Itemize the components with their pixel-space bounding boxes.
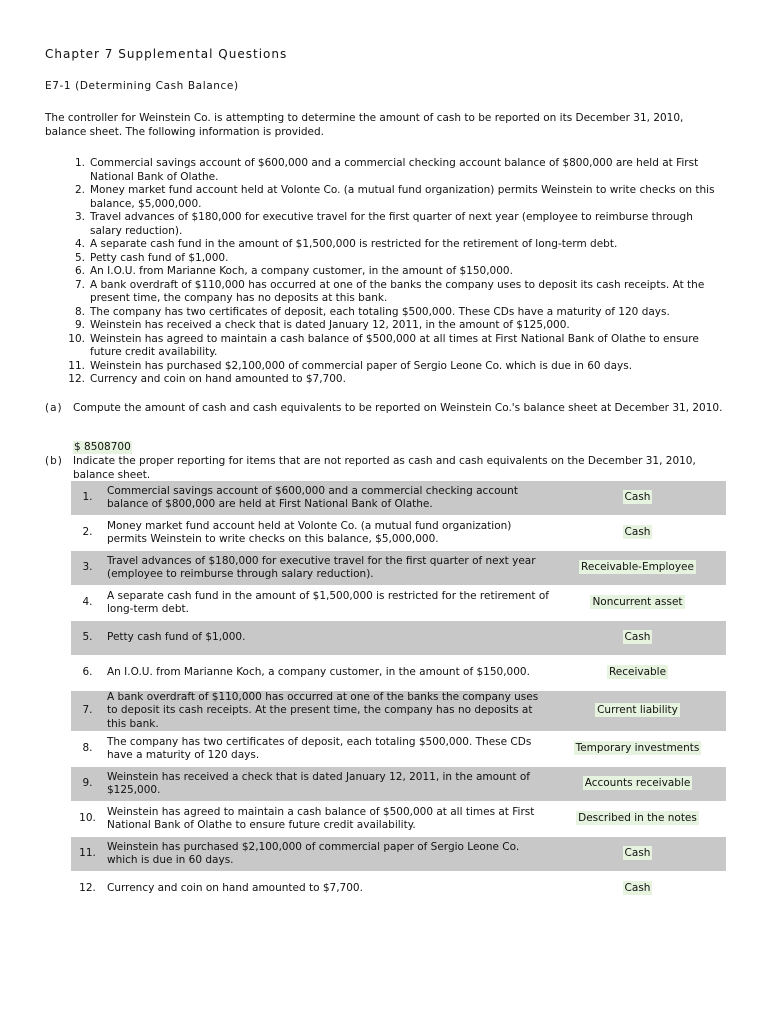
row-answer-cell xyxy=(549,742,726,756)
item-number: 1. xyxy=(74,157,85,169)
row-answer-field[interactable]: Receivable-Employee xyxy=(581,561,694,574)
row-number: 6. xyxy=(82,666,93,679)
row-answer-cell xyxy=(549,777,726,791)
list-item xyxy=(45,252,725,266)
list-item xyxy=(45,279,725,306)
row-answer-cell xyxy=(549,882,726,896)
table-row xyxy=(71,656,726,691)
row-number: 12. xyxy=(79,882,96,895)
table-row xyxy=(71,586,726,621)
row-answer-field[interactable]: Cash xyxy=(624,882,651,895)
row-description: Commercial savings account of $600,000 and a commercial checking account balance of $800,000 are held at First National Bank of Olathe. xyxy=(107,484,518,510)
classification-table xyxy=(71,481,726,907)
row-answer-field[interactable]: Described in the notes xyxy=(578,812,697,825)
table-row xyxy=(71,872,726,907)
row-description: The company has two certificates of deposit, each totaling $500,000. These CDs have a maturity of 120 days. xyxy=(107,735,532,761)
part-b-label: (b) xyxy=(45,455,63,467)
row-answer-cell xyxy=(549,561,726,575)
row-answer-cell xyxy=(549,526,726,540)
row-number: 4. xyxy=(82,596,93,609)
list-item xyxy=(45,238,725,252)
table-row xyxy=(71,837,726,872)
row-answer-cell xyxy=(549,631,726,645)
item-number: 8. xyxy=(74,305,85,318)
exercise-title: E7-1 (Determining Cash Balance) xyxy=(45,80,239,92)
row-description: Currency and coin on hand amounted to $7,700. xyxy=(107,882,363,895)
list-item xyxy=(45,333,725,360)
item-number: 12. xyxy=(68,373,85,385)
item-number: 7. xyxy=(74,278,85,291)
list-item xyxy=(45,157,725,184)
item-text: A bank overdraft of $110,000 has occurred at one of the banks the company uses to deposit its cash receipts. At the present time, the company has no deposits at this bank. xyxy=(90,278,705,304)
row-answer-field[interactable]: Receivable xyxy=(608,666,667,679)
row-answer-cell xyxy=(549,666,726,680)
item-text: Money market fund account held at Volonte Co. (a mutual fund organization) permits Weinstein to write checks on this balance, $5,000,000. xyxy=(90,184,715,210)
list-item xyxy=(45,360,725,374)
list-item xyxy=(45,211,725,238)
row-description: A bank overdraft of $110,000 has occurred at one of the banks the company uses to deposit its cash receipts. At the present time, the company has no deposits at this bank. xyxy=(107,690,539,730)
item-text: A separate cash fund in the amount of $1,500,000 is restricted for the retirement of long-term debt. xyxy=(90,238,618,250)
intro-paragraph: The controller for Weinstein Co. is attempting to determine the amount of cash to be reported on its December 31, 2010, balance sheet. The following information is provided. xyxy=(45,112,684,138)
item-number: 11. xyxy=(68,359,85,372)
row-description: Petty cash fund of $1,000. xyxy=(107,631,246,644)
row-answer-field[interactable]: Cash xyxy=(624,526,651,539)
row-answer-field[interactable]: Noncurrent asset xyxy=(592,596,683,609)
table-row xyxy=(71,621,726,656)
part-a-label: (a) xyxy=(45,402,63,414)
row-description: Weinstein has received a check that is dated January 12, 2011, in the amount of $125,000. xyxy=(107,770,530,796)
item-text: Travel advances of $180,000 for executive travel for the first quarter of next year (employee to reimburse through salary reduction). xyxy=(90,211,693,237)
list-item xyxy=(45,265,725,279)
row-answer-field[interactable]: Current liability xyxy=(597,704,678,717)
item-number: 5. xyxy=(74,251,85,264)
row-number: 11. xyxy=(79,847,96,860)
list-item xyxy=(45,319,725,333)
row-number: 3. xyxy=(82,561,93,574)
table-row xyxy=(71,691,726,732)
row-answer-cell xyxy=(549,491,726,505)
row-answer-cell xyxy=(549,596,726,610)
table-row xyxy=(71,802,726,837)
row-number: 5. xyxy=(82,631,93,644)
item-number: 10. xyxy=(68,332,85,345)
table-row xyxy=(71,481,726,516)
row-answer-field[interactable]: Cash xyxy=(624,491,651,504)
table-row xyxy=(71,732,726,767)
row-number: 7. xyxy=(82,704,93,717)
part-b-question xyxy=(45,455,725,482)
item-number: 4. xyxy=(74,238,85,250)
item-text: An I.O.U. from Marianne Koch, a company customer, in the amount of $150,000. xyxy=(90,265,513,277)
item-text: Weinstein has agreed to maintain a cash balance of $500,000 at all times at First National Bank of Olathe to ensure future credit availability. xyxy=(90,332,699,358)
row-number: 1. xyxy=(82,491,93,504)
part-a-question xyxy=(45,402,725,416)
row-answer-field[interactable]: Cash xyxy=(624,631,651,644)
information-list xyxy=(45,157,725,387)
list-item xyxy=(45,306,725,320)
item-text: Weinstein has purchased $2,100,000 of commercial paper of Sergio Leone Co. which is due in 60 days. xyxy=(90,359,633,372)
item-text: Weinstein has received a check that is dated January 12, 2011, in the amount of $125,000. xyxy=(90,319,570,331)
table-row xyxy=(71,551,726,586)
row-description: Weinstein has purchased $2,100,000 of commercial paper of Sergio Leone Co. which is due in 60 days. xyxy=(107,840,520,866)
part-b-text: Indicate the proper reporting for items that are not reported as cash and cash equivalents on the December 31, 2010, balance sheet. xyxy=(73,455,696,481)
row-description: Weinstein has agreed to maintain a cash balance of $500,000 at all times at First National Bank of Olathe to ensure future credit availability. xyxy=(107,805,535,831)
row-description: Money market fund account held at Volonte Co. (a mutual fund organization) permits Weinstein to write checks on this balance, $5,000,000. xyxy=(107,519,512,545)
item-text: Commercial savings account of $600,000 and a commercial checking account balance of $800,000 are held at First National Bank of Olathe. xyxy=(90,157,699,183)
row-answer-cell xyxy=(549,704,726,718)
row-answer-field[interactable]: Temporary investments xyxy=(575,742,700,755)
answer-a-field[interactable]: $ 8508700 xyxy=(74,441,131,453)
item-number: 6. xyxy=(74,265,85,277)
item-number: 9. xyxy=(74,319,85,331)
part-a-text: Compute the amount of cash and cash equivalents to be reported on Weinstein Co.'s balance sheet at December 31, 2010. xyxy=(73,402,723,414)
row-answer-field[interactable]: Accounts receivable xyxy=(584,777,691,790)
item-text: The company has two certificates of deposit, each totaling $500,000. These CDs have a maturity of 120 days. xyxy=(90,305,670,318)
row-number: 2. xyxy=(82,526,93,539)
item-number: 2. xyxy=(74,184,85,196)
list-item xyxy=(45,373,725,387)
row-number: 9. xyxy=(82,777,93,790)
row-answer-field[interactable]: Cash xyxy=(624,847,651,860)
row-answer-cell xyxy=(549,847,726,861)
row-number: 10. xyxy=(79,812,96,825)
list-item xyxy=(45,184,725,211)
table-row xyxy=(71,767,726,802)
row-number: 8. xyxy=(82,742,93,755)
row-description: A separate cash fund in the amount of $1,500,000 is restricted for the retirement of long-term debt. xyxy=(107,589,549,615)
item-text: Petty cash fund of $1,000. xyxy=(90,251,229,264)
row-description: Travel advances of $180,000 for executive travel for the first quarter of next year (employee to reimburse through salary reduction). xyxy=(107,554,536,580)
table-row xyxy=(71,516,726,551)
row-description: An I.O.U. from Marianne Koch, a company customer, in the amount of $150,000. xyxy=(107,666,530,679)
row-answer-cell xyxy=(549,812,726,826)
item-number: 3. xyxy=(74,211,85,223)
chapter-title: Chapter 7 Supplemental Questions xyxy=(45,47,288,61)
item-text: Currency and coin on hand amounted to $7,700. xyxy=(90,373,346,385)
